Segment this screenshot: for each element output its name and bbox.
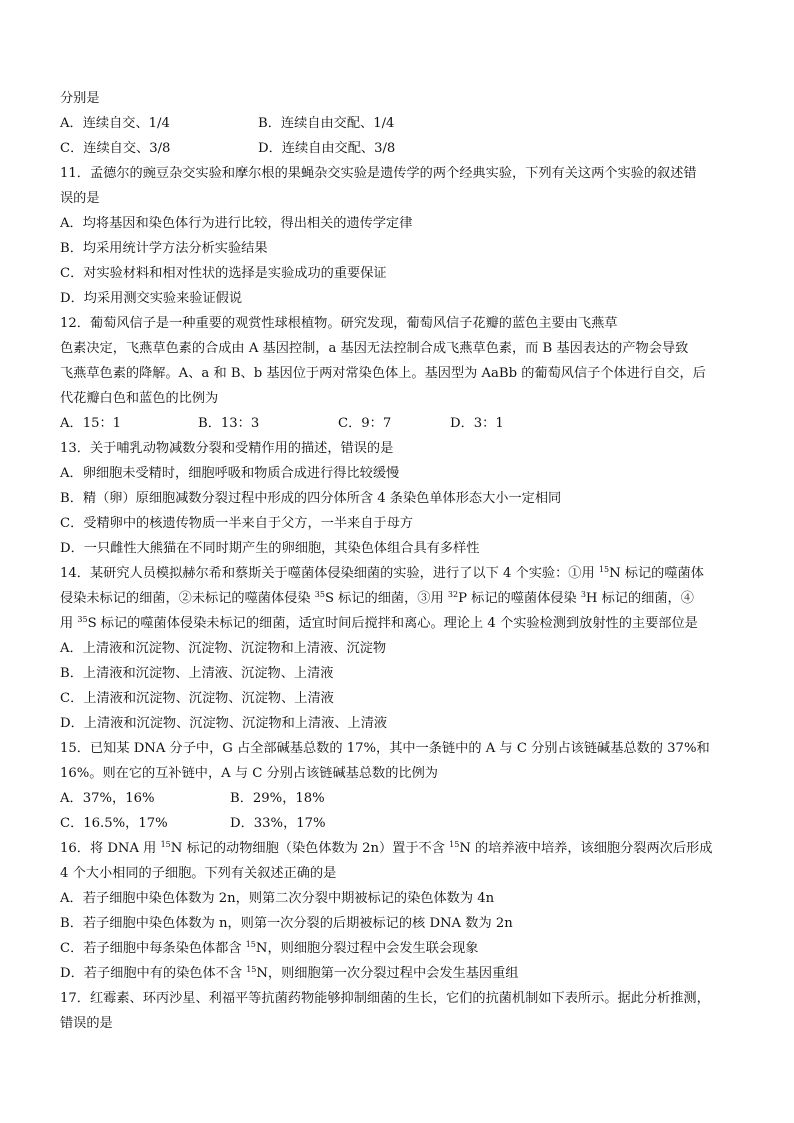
q16-text: C．若子细胞中每条染色体都含 — [60, 941, 246, 956]
q14-text: N 标记的噬菌体 — [609, 566, 704, 581]
q14-text: S 标记的噬菌体侵染未标记的细菌，适宜时间后搅拌和离心。理论上 4 个实验检测到放射性的主要部位是 — [87, 616, 698, 631]
q12-stem-line1: 12．葡萄风信子是一种重要的观赏性球根植物。研究发现，葡萄风信子花瓣的蓝色主要由飞燕草 — [60, 316, 618, 331]
q11-stem-line1: 11．孟德尔的豌豆杂交实验和摩尔根的果蝇杂交实验是遗传学的两个经典实验，下列有关这两个实验的叙述错 — [60, 166, 697, 181]
q16-text: N，则细胞分裂过程中会发生联会现象 — [255, 941, 479, 956]
isotope-mass-number: 15 — [449, 840, 460, 849]
q11-option-c: C．对实验材料和相对性状的选择是实验成功的重要保证 — [60, 266, 387, 281]
q10-option-d: D．连续自由交配、3/8 — [258, 141, 396, 156]
q10-option-a: A．连续自交、1/4 — [60, 116, 170, 131]
q16-stem-line2: 4 个大小相同的子细胞。下列有关叙述正确的是 — [60, 866, 337, 881]
q17-stem-line2: 错误的是 — [60, 1016, 113, 1031]
q10-stem-tail: 分别是 — [60, 91, 100, 106]
q13-option-b: B．精（卵）原细胞减数分裂过程中形成的四分体所含 4 条染色单体形态大小一定相同 — [60, 491, 562, 506]
q15-stem-line1: 15．已知某 DNA 分子中，G 占全部碱基总数的 17%，其中一条链中的 A 与 C 分别占该链碱基总数的 37%和 — [60, 741, 710, 756]
q12-option-c: C．9：7 — [338, 416, 392, 431]
q15-option-d: D．33%，17% — [230, 816, 326, 831]
q16-option-a: A．若子细胞中染色体数为 2n，则第二次分裂中期被标记的染色体数为 4n — [60, 891, 495, 906]
isotope-mass-number: 32 — [447, 590, 459, 599]
q11-stem-line2: 误的是 — [60, 191, 100, 206]
q14-option-c: C．上清液和沉淀物、沉淀物、沉淀物、上清液 — [60, 691, 334, 706]
q12-option-a: A．15：1 — [60, 416, 122, 431]
q12-stem-line2: 色素决定，飞燕草色素的合成由 A 基因控制，a 基因无法控制合成飞燕草色素，而 B 基因表达的产物会导致 — [60, 341, 689, 356]
q12-stem-line4: 代花瓣白色和蓝色的比例为 — [60, 391, 219, 406]
q15-stem-line2: 16%。则在它的互补链中，A 与 C 分别占该链碱基总数的比例为 — [60, 766, 438, 781]
q14-option-a: A．上清液和沉淀物、沉淀物、沉淀物和上清液、沉淀物 — [60, 641, 387, 656]
q14-stem-line1 — [60, 561, 740, 586]
q11-option-b: B．均采用统计学方法分析实验结果 — [60, 241, 268, 256]
q15-option-a: A．37%，16% — [60, 791, 155, 806]
q16-text: N 的培养液中培养，该细胞分裂两次后形成 — [459, 841, 713, 856]
q14-text: 用 — [60, 616, 78, 631]
q12-stem-line3: 飞燕草色素的降解。A、a 和 B、b 基因位于两对常染色体上。基因型为 AaBb 的葡萄风信子个体进行自交，后 — [60, 366, 706, 381]
isotope-mass-number: 15 — [246, 965, 257, 974]
q15-options-row2 — [60, 811, 740, 836]
q14-stem-line2 — [60, 586, 740, 611]
exam-page — [60, 86, 740, 1036]
q10-options-row1 — [60, 111, 740, 136]
isotope-mass-number: 35 — [77, 615, 88, 624]
q11-option-a: A．均将基因和染色体行为进行比较，得出相关的遗传学定律 — [60, 216, 413, 231]
q13-option-c: C．受精卵中的核遗传物质一半来自于父方，一半来自于母方 — [60, 516, 413, 531]
q14-text: S 标记的细菌，③用 — [324, 591, 448, 606]
q14-stem-line3 — [60, 611, 740, 636]
q13-option-a: A．卵细胞未受精时，细胞呼吸和物质合成进行得比较缓慢 — [60, 466, 400, 481]
q16-text: D．若子细胞中有的染色体不含 — [60, 966, 247, 981]
isotope-mass-number: 35 — [314, 590, 325, 599]
q16-option-d — [60, 961, 740, 986]
q10-option-b: B．连续自由交配、1/4 — [258, 116, 395, 131]
q13-option-d: D．一只雌性大熊猫在不同时期产生的卵细胞，其染色体组合具有多样性 — [60, 541, 480, 556]
q14-text: P 标记的噬菌体侵染 — [458, 591, 581, 606]
q13-stem: 13．关于哺乳动物减数分裂和受精作用的描述，错误的是 — [60, 441, 394, 456]
q15-options-row1 — [60, 786, 740, 811]
q17-stem-line1: 17．红霉素、环丙沙星、利福平等抗菌药物能够抑制细菌的生长，它们的抗菌机制如下表所示。据此分析推测， — [60, 991, 710, 1006]
q16-text: N 标记的动物细胞（染色体数为 2n）置于不含 — [170, 841, 450, 856]
q11-option-d: D．均采用测交实验来验证假说 — [60, 291, 243, 306]
q12-options-row — [60, 411, 740, 436]
isotope-mass-number: 15 — [160, 840, 171, 849]
q14-text: H 标记的细菌，④ — [585, 591, 694, 606]
q14-text: 侵染未标记的细菌，②未标记的噬菌体侵染 — [60, 591, 315, 606]
q16-text: N，则细胞第一次分裂过程中会发生基因重组 — [256, 966, 519, 981]
q14-option-d: D．上清液和沉淀物、沉淀物、沉淀物和上清液、上清液 — [60, 716, 388, 731]
q16-text: 16．将 DNA 用 — [60, 841, 161, 856]
q15-option-c: C．16.5%，17% — [60, 816, 168, 831]
q10-options-row2 — [60, 136, 740, 161]
q12-option-b: B．13：3 — [198, 416, 260, 431]
isotope-mass-number: 15 — [245, 940, 256, 949]
q16-option-b: B．若子细胞中染色体数为 n，则第一次分裂的后期被标记的核 DNA 数为 2n — [60, 916, 513, 931]
q16-option-c — [60, 936, 740, 961]
q14-option-b: B．上清液和沉淀物、上清液、沉淀物、上清液 — [60, 666, 334, 681]
q15-option-b: B．29%，18% — [230, 791, 325, 806]
isotope-mass-number: 15 — [598, 565, 610, 574]
q16-stem-line1 — [60, 836, 740, 861]
q12-option-d: D．3：1 — [450, 416, 504, 431]
q14-text: 14．某研究人员模拟赫尔希和蔡斯关于噬菌体侵染细菌的实验，进行了以下 4 个实验：①用 — [60, 566, 599, 581]
q10-option-c: C．连续自交、3/8 — [60, 141, 171, 156]
isotope-mass-number: 3 — [580, 590, 586, 599]
